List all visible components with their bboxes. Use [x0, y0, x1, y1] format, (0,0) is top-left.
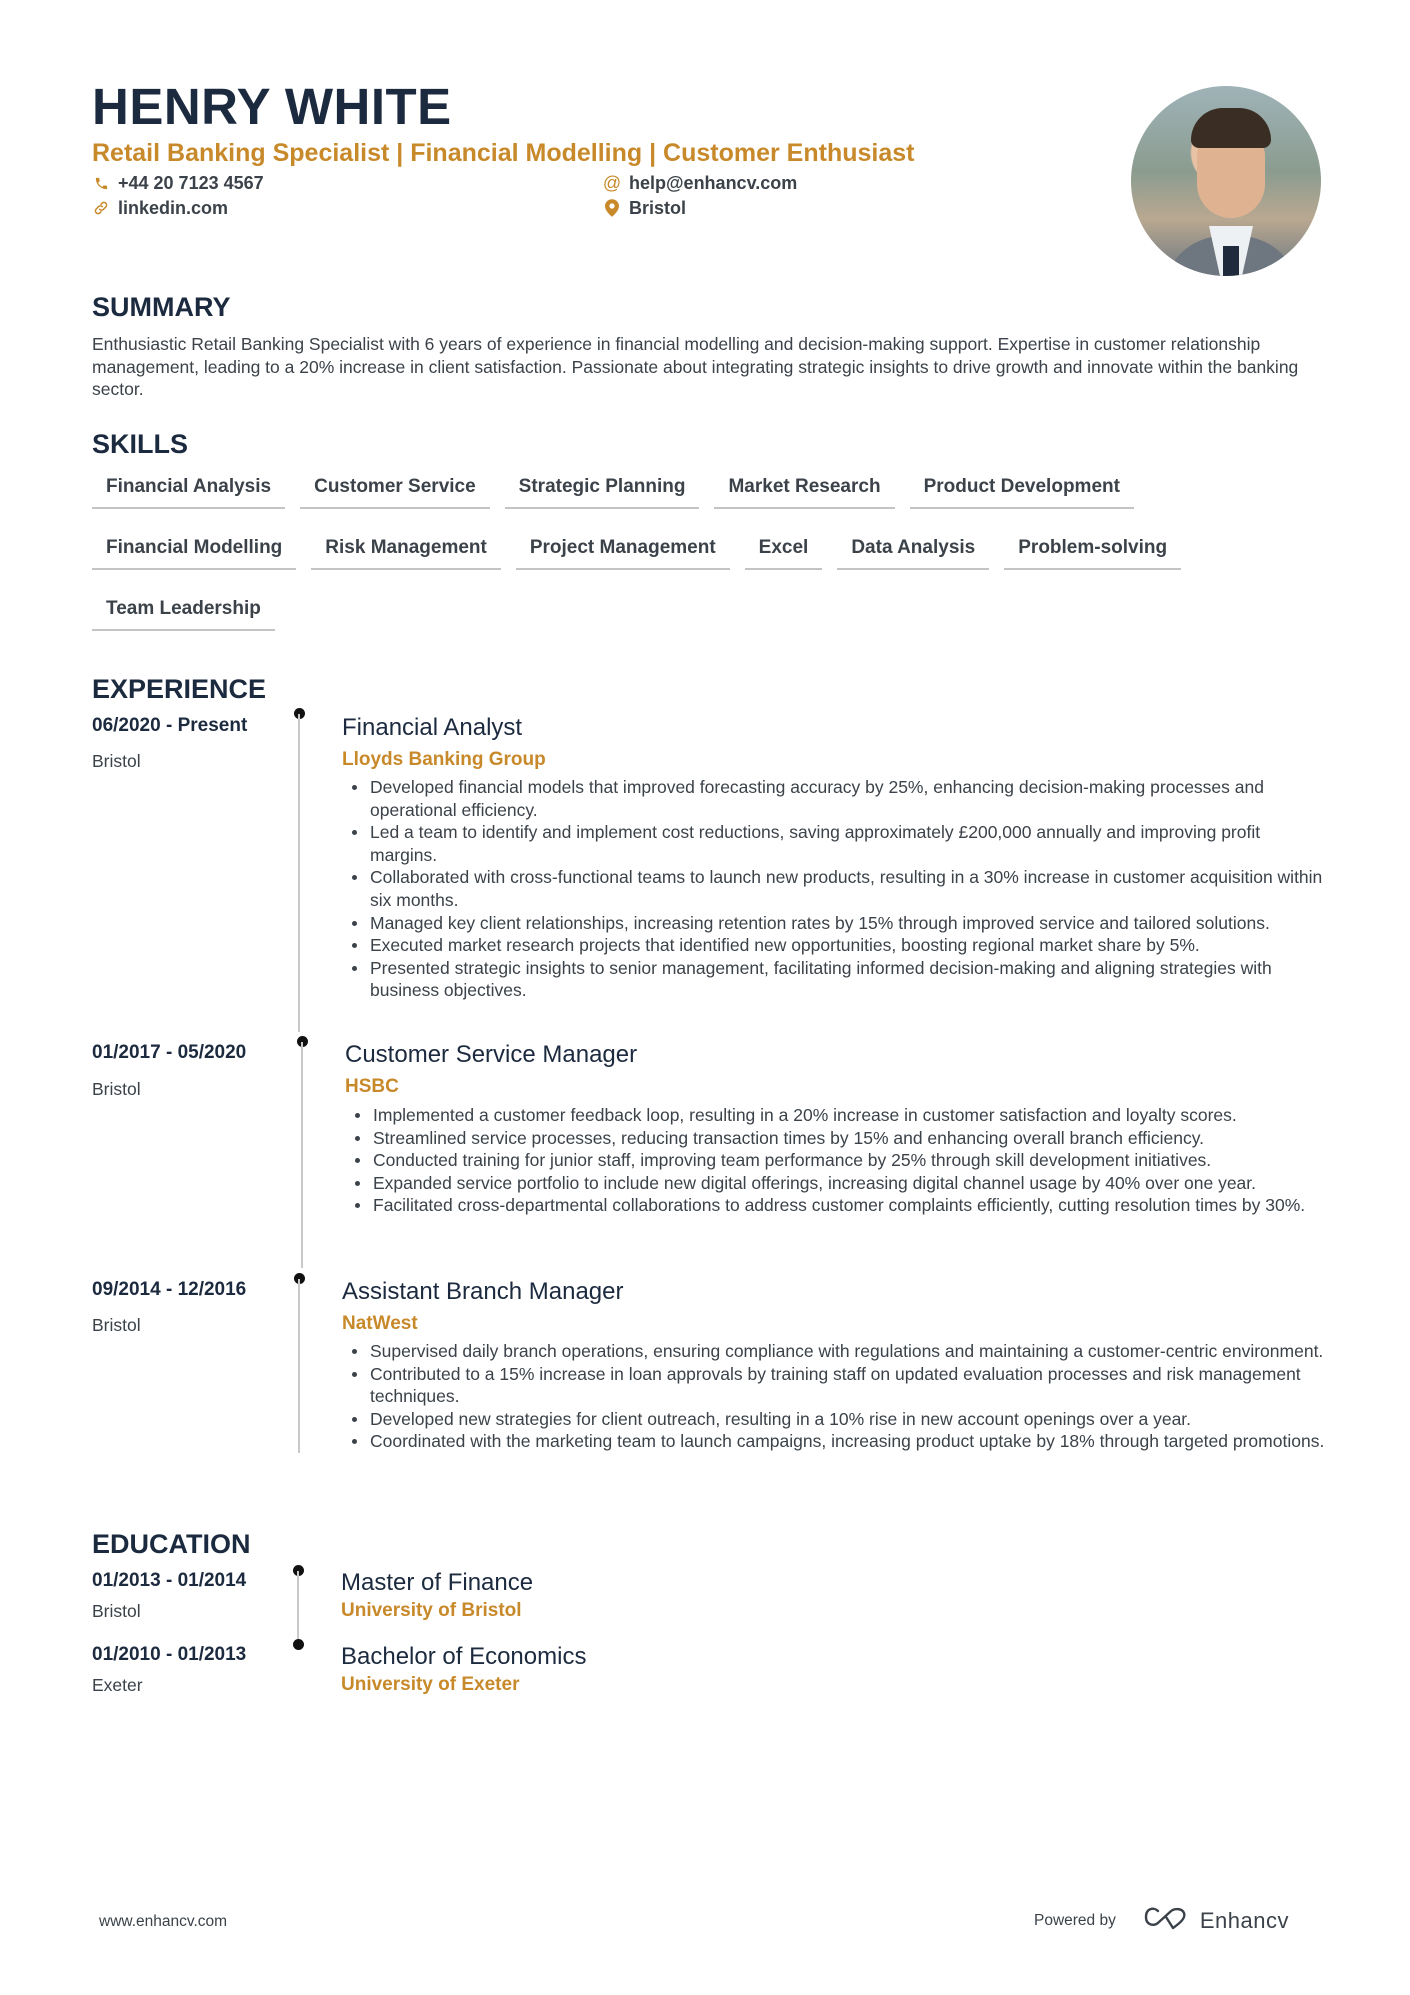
timeline-line: [298, 714, 300, 1032]
skill-tag: Problem-solving: [1004, 531, 1181, 570]
education-dates: 01/2010 - 01/2013: [92, 1644, 247, 1665]
map-pin-icon: [603, 199, 621, 217]
bullet-item: Collaborated with cross-functional teams to launch new products, resulting in a 30% increase in customer acquisition within six months.: [342, 866, 1332, 911]
timeline-dot: [293, 1639, 304, 1650]
footer-website[interactable]: www.enhancv.com: [99, 1913, 228, 1930]
skills-list: [92, 470, 1292, 631]
experience-bullets: [345, 1104, 1345, 1217]
powered-by-label: Powered by: [1034, 1911, 1116, 1929]
timeline-line: [298, 1279, 300, 1453]
email-value[interactable]: help@enhancv.com: [629, 173, 798, 193]
experience-location: Bristol: [92, 1079, 141, 1099]
education-school: University of Exeter: [341, 1674, 520, 1695]
skills-heading: SKILLS: [92, 429, 189, 459]
education-location: Exeter: [92, 1675, 143, 1695]
experience-dates: 06/2020 - Present: [92, 715, 248, 736]
experience-bullets: [342, 1340, 1332, 1453]
experience-heading: EXPERIENCE: [92, 674, 267, 704]
photo-hair-shape: [1191, 108, 1271, 148]
experience-company: NatWest: [342, 1313, 418, 1334]
timeline-line: [297, 1571, 299, 1639]
experience-bullets: [342, 776, 1332, 1002]
skill-tag: Customer Service: [300, 470, 490, 509]
experience-dates: 01/2017 - 05/2020: [92, 1042, 247, 1063]
skill-tag: Risk Management: [311, 531, 501, 570]
bullet-item: Supervised daily branch operations, ensuring compliance with regulations and maintaining a customer-centric environment.: [342, 1340, 1332, 1363]
bullet-item: Streamlined service processes, reducing transaction times by 15% and enhancing overall branch efficiency.: [345, 1127, 1345, 1150]
contact-email[interactable]: [603, 172, 797, 194]
skill-tag: Financial Modelling: [92, 531, 296, 570]
skill-tag: Strategic Planning: [505, 470, 700, 509]
at-icon: @: [602, 173, 622, 193]
experience-location: Bristol: [92, 751, 141, 771]
skill-tag: Data Analysis: [837, 531, 989, 570]
bullet-item: Managed key client relationships, increasing retention rates by 15% through improved service and tailored solutions.: [342, 912, 1332, 935]
contact-location: [603, 197, 686, 219]
summary-text: Enthusiastic Retail Banking Specialist with 6 years of experience in financial modelling and decision-making support. Expertise in customer relationship management, leading to a 20% increase in client satisfaction. Passionate about integrating strategic insights to drive growth and innovate within the banking sector.: [92, 334, 1299, 400]
skill-tag: Market Research: [714, 470, 894, 509]
experience-role: Assistant Branch Manager: [342, 1278, 624, 1305]
education-school: University of Bristol: [341, 1600, 522, 1621]
headline: Retail Banking Specialist | Financial Modelling | Customer Enthusiast: [92, 139, 915, 167]
bullet-item: Developed financial models that improved forecasting accuracy by 25%, enhancing decision-making processes and operational efficiency.: [342, 776, 1332, 821]
skill-tag: Project Management: [516, 531, 730, 570]
education-location: Bristol: [92, 1601, 141, 1621]
bullet-item: Implemented a customer feedback loop, resulting in a 20% increase in customer satisfaction and loyalty scores.: [345, 1104, 1345, 1127]
education-degree: Bachelor of Economics: [341, 1643, 587, 1670]
experience-dates: 09/2014 - 12/2016: [92, 1279, 247, 1300]
bullet-item: Led a team to identify and implement cost reductions, saving approximately £200,000 annually and improving profit margins.: [342, 821, 1332, 866]
skill-tag: Team Leadership: [92, 592, 275, 631]
bullet-item: Contributed to a 15% increase in loan approvals by training staff on updated evaluation processes and risk management techniques.: [342, 1363, 1332, 1408]
bullet-item: Conducted training for junior staff, improving team performance by 25% through skill development initiatives.: [345, 1149, 1345, 1172]
experience-company: HSBC: [345, 1076, 399, 1097]
linkedin-value[interactable]: linkedin.com: [118, 198, 229, 218]
bullet-item: Executed market research projects that identified new opportunities, boosting regional market share by 5%.: [342, 934, 1332, 957]
bullet-item: Coordinated with the marketing team to launch campaigns, increasing product uptake by 18% through targeted promotions.: [342, 1430, 1332, 1453]
experience-company: Lloyds Banking Group: [342, 749, 546, 770]
bullet-item: Presented strategic insights to senior management, facilitating informed decision-making and aligning strategies with business objectives.: [342, 957, 1332, 1002]
education-degree: Master of Finance: [341, 1569, 534, 1596]
phone-value: +44 20 7123 4567: [118, 173, 264, 193]
skill-tag: Financial Analysis: [92, 470, 285, 509]
experience-role: Financial Analyst: [342, 714, 523, 741]
experience-location: Bristol: [92, 1315, 141, 1335]
skill-tag: Product Development: [910, 470, 1134, 509]
candidate-name: HENRY WHITE: [92, 78, 452, 135]
bullet-item: Expanded service portfolio to include new digital offerings, increasing digital channel usage by 40% over one year.: [345, 1172, 1345, 1195]
summary-heading: SUMMARY: [92, 292, 231, 322]
contact-phone: [92, 172, 264, 194]
brand-name: Enhancv: [1199, 1907, 1289, 1933]
bullet-item: Facilitated cross-departmental collaborations to address customer complaints efficiently, cutting resolution times by 30%.: [345, 1194, 1345, 1217]
phone-icon: [92, 174, 110, 192]
enhancv-logo-icon: [1142, 1905, 1190, 1936]
photo-tie-shape: [1223, 246, 1239, 276]
footer-branding: [1034, 1905, 1289, 1936]
bullet-item: Developed new strategies for client outreach, resulting in a 10% rise in new account openings over a year.: [342, 1408, 1332, 1431]
location-value: Bristol: [629, 198, 687, 218]
education-dates: 01/2013 - 01/2014: [92, 1570, 247, 1591]
contact-linkedin[interactable]: [92, 197, 228, 219]
skill-tag: Excel: [745, 531, 823, 570]
experience-role: Customer Service Manager: [345, 1041, 638, 1068]
timeline-line: [301, 1042, 303, 1268]
link-icon: [92, 199, 110, 217]
education-heading: EDUCATION: [92, 1529, 251, 1559]
profile-photo: [1131, 86, 1321, 276]
